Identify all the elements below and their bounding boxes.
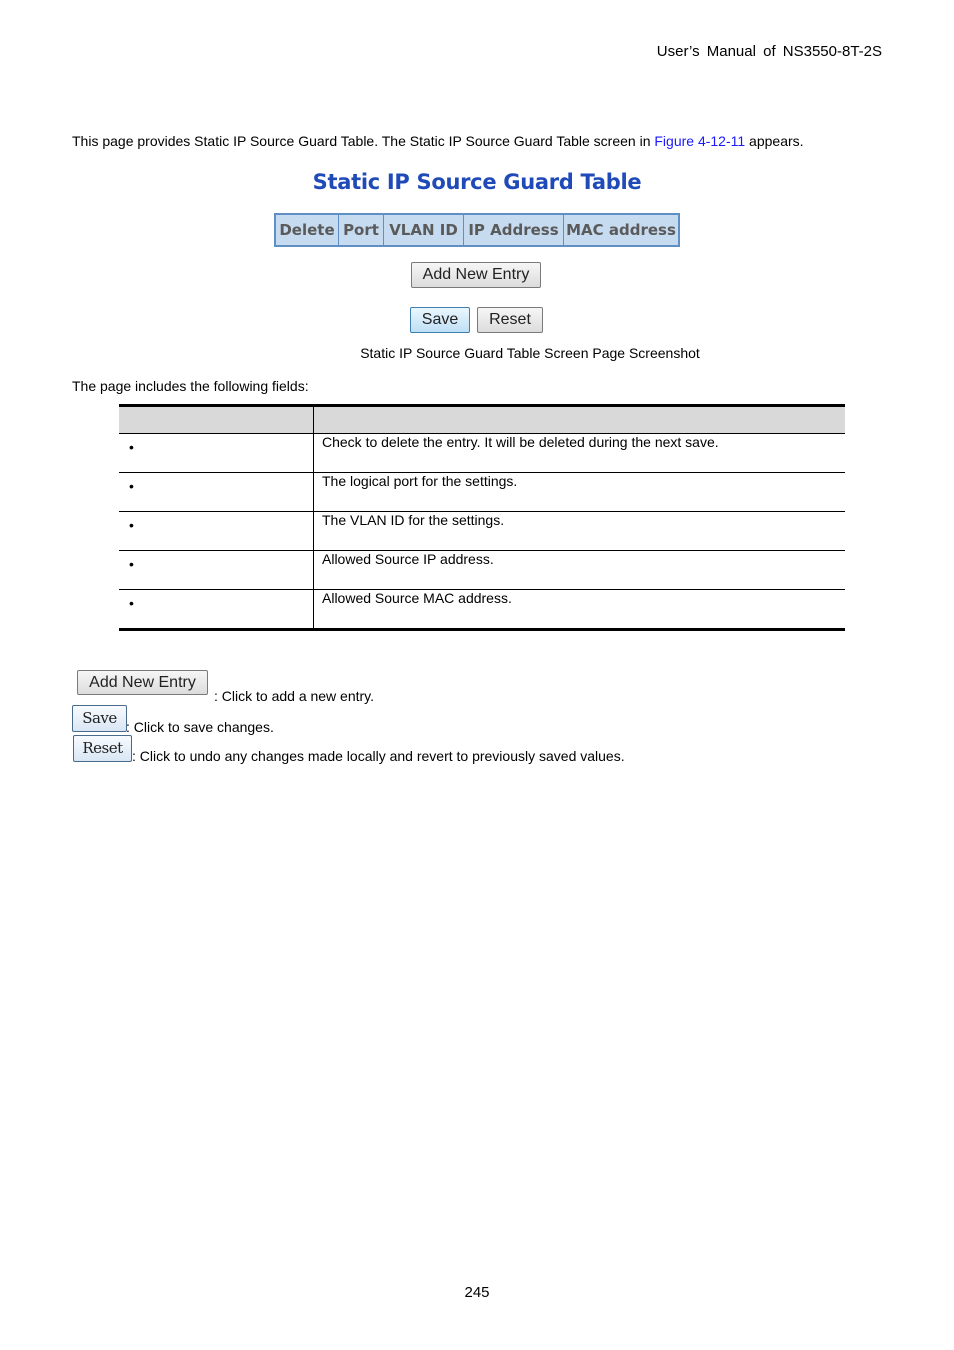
bullet-icon: • xyxy=(129,478,134,494)
bullet-icon: • xyxy=(129,517,134,533)
intro-text-after: appears. xyxy=(745,133,804,149)
bullet-icon: • xyxy=(129,439,134,455)
column-port: Port xyxy=(339,215,384,245)
intro-paragraph xyxy=(72,133,804,149)
field-description: The VLAN ID for the settings. xyxy=(322,512,505,528)
table-row xyxy=(119,434,845,473)
column-mac-address: MAC address xyxy=(566,221,676,239)
fields-table xyxy=(119,404,845,631)
table-row xyxy=(119,590,845,631)
table-row xyxy=(119,512,845,551)
fields-intro: The page includes the following fields: xyxy=(72,378,309,394)
column-vlan-id: VLAN ID xyxy=(384,215,464,245)
figure-title: Static IP Source Guard Table xyxy=(312,170,642,194)
add-new-entry-button[interactable]: Add New Entry xyxy=(411,262,541,288)
help-save-text: : Click to save changes. xyxy=(126,719,274,735)
help-reset-button[interactable]: Reset xyxy=(73,735,132,762)
field-description: The logical port for the settings. xyxy=(322,473,518,489)
figure-caption: Static IP Source Guard Table Screen Page Screenshot xyxy=(360,345,700,361)
table-row xyxy=(119,551,845,590)
help-reset-text: : Click to undo any changes made locally and revert to previously saved values. xyxy=(132,748,625,764)
column-ip-address: IP Address xyxy=(464,215,564,245)
column-delete: Delete xyxy=(276,215,339,245)
field-description: Allowed Source IP address. xyxy=(322,551,494,567)
field-description: Allowed Source MAC address. xyxy=(322,590,512,606)
help-save-button[interactable]: Save xyxy=(72,705,127,732)
manual-header: User’s Manual of NS3550-8T-2S xyxy=(656,43,882,60)
field-description: Check to delete the entry. It will be deleted during the next save. xyxy=(322,434,719,450)
intro-text-before: This page provides Static IP Source Guard Table. The Static IP Source Guard Table screen in xyxy=(72,133,655,149)
help-add-new-entry-text: : Click to add a new entry. xyxy=(214,688,375,704)
reset-button[interactable]: Reset xyxy=(477,307,543,333)
page-number: 245 xyxy=(464,1284,490,1301)
figure-link[interactable]: Figure 4-12-11 xyxy=(654,133,746,149)
bullet-icon: • xyxy=(129,556,134,572)
fields-table-header xyxy=(119,404,845,434)
source-guard-table-header xyxy=(274,213,680,247)
save-button[interactable]: Save xyxy=(410,307,470,333)
table-row xyxy=(119,473,845,512)
bullet-icon: • xyxy=(129,595,134,611)
help-add-new-entry-button[interactable]: Add New Entry xyxy=(77,670,208,695)
